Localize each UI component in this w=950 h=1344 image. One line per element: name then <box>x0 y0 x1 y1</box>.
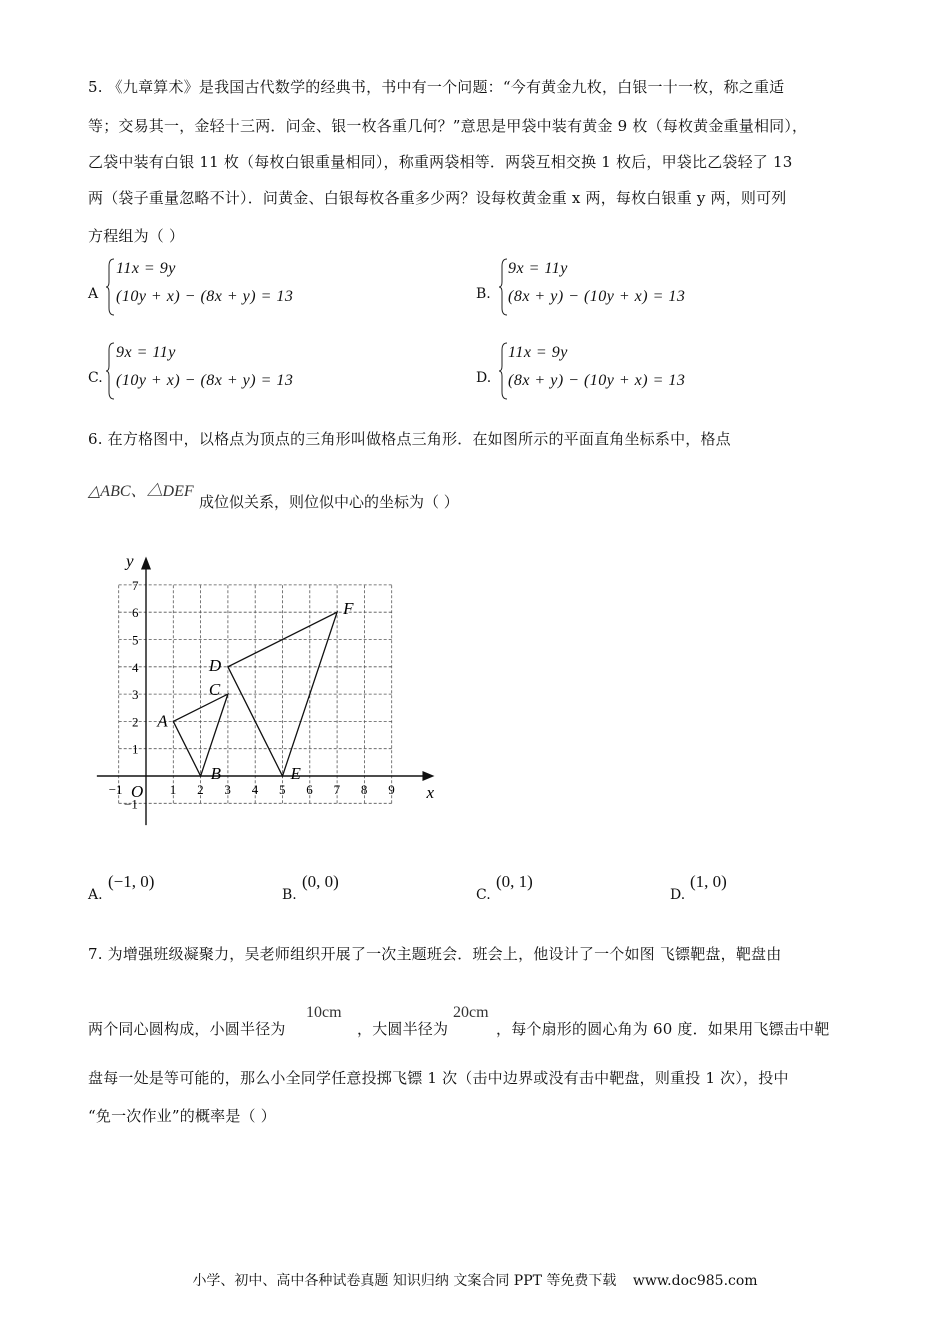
point-label-d: D <box>208 655 222 675</box>
q6-line-1: 6. 在方格图中，以格点为顶点的三角形叫做格点三角形．在如图所示的平面直角坐标系中，格点 <box>88 430 731 448</box>
q7-line-2b: ，大圆半径为 <box>357 1020 449 1038</box>
x-tick-label: 6 <box>306 782 313 797</box>
equation-2: (10y + x) − (8x + y) = 13 <box>116 372 294 389</box>
option-value: (0, 1) <box>496 872 533 891</box>
y-axis-label: y <box>126 551 134 571</box>
x-axis-arrow <box>422 771 434 781</box>
point-label-f: F <box>343 599 354 619</box>
option-value: (1, 0) <box>690 872 727 891</box>
small-radius: 10cm <box>306 1004 342 1021</box>
equation-2: (10y + x) − (8x + y) = 13 <box>116 288 294 305</box>
option-label: C. <box>476 887 491 903</box>
q7-line-2a: 两个同心圆构成，小圆半径为 <box>88 1020 286 1038</box>
origin-label: O <box>131 782 144 801</box>
q6-triangles: △ABC、△DEF <box>88 483 194 500</box>
brace-icon <box>105 258 115 316</box>
q7-line-1: 7. 为增强班级凝聚力，吴老师组织开展了一次主题班会．班会上，他设计了一个如图 飞镖靶盘，靶盘由 <box>88 945 782 963</box>
y-tick-label: 4 <box>132 659 139 675</box>
q5-option-d[interactable] <box>476 342 776 402</box>
footer-text: 小学、初中、高中各种试卷真题 知识归纳 文案合同 PPT 等免费下载 <box>192 1273 617 1289</box>
equation-1: 9x = 11y <box>508 260 568 277</box>
q5-option-b[interactable] <box>476 258 776 318</box>
x-axis-label: x <box>426 783 435 802</box>
x-tick-label: 8 <box>360 782 368 797</box>
equation-2: (8x + y) − (10y + x) = 13 <box>508 288 686 305</box>
option-label: D. <box>670 887 686 903</box>
x-tick-label: 1 <box>169 782 177 797</box>
point-label-e: E <box>290 764 301 783</box>
q7-line-2c: ，每个扇形的圆心角为 60 度．如果用飞镖击中靶 <box>496 1020 830 1038</box>
q5-line-5: 方程组为（ ） <box>88 227 185 245</box>
option-label: D. <box>476 370 492 386</box>
x-tick-label: 9 <box>388 782 395 797</box>
x-tick-label: 3 <box>224 782 231 797</box>
q6-line-2: 成位似关系，则位似中心的坐标为（ ） <box>199 493 459 511</box>
q5-line-1: 5. 《九章算术》是我国古代数学的经典书，书中有一个问题：“今有黄金九枚，白银一十一枚，称之重适 <box>88 78 785 96</box>
option-label: A. <box>88 887 103 903</box>
y-tick-label: 6 <box>132 605 139 621</box>
equation-1: 11x = 9y <box>116 260 176 277</box>
equation-1: 11x = 9y <box>508 344 568 361</box>
option-label: A <box>88 286 99 302</box>
x-tick-label: −1 <box>108 782 123 797</box>
equation-1: 9x = 11y <box>116 344 176 361</box>
y-tick-label: −1 <box>124 796 138 812</box>
point-label-c: C <box>208 680 221 700</box>
y-tick-label: 2 <box>132 714 139 730</box>
point-label-a: A <box>157 711 168 731</box>
q5-line-4: 两（袋子重量忽略不计）．问黄金、白银每枚各重多少两？设每枚黄金重 x 两，每枚白银重 y 两，则可列 <box>88 189 787 207</box>
brace-icon <box>498 342 508 400</box>
q5-line-3: 乙袋中装有白银 11 枚（每枚白银重量相同），称重两袋相等．两袋互相交换 1 枚后，甲袋比乙袋轻了 13 <box>88 153 793 171</box>
y-tick-label: 1 <box>132 741 139 757</box>
brace-icon <box>498 258 508 316</box>
page-footer <box>0 1270 950 1290</box>
x-tick-label: 5 <box>279 782 286 797</box>
q5-line-2: 等；交易其一，金轻十三两．问金、银一枚各重几何？”意思是甲袋中装有黄金 9 枚（每枚黄金重量相同）， <box>88 117 808 135</box>
q7-line-3: 盘每一处是等可能的，那么小全同学任意投掷飞镖 1 次（击中边界或没有击中靶盘，则重投 1 次），投中 <box>88 1069 789 1087</box>
option-value: (−1, 0) <box>108 872 155 891</box>
big-radius: 20cm <box>453 1004 489 1021</box>
y-tick-label: 5 <box>132 632 139 648</box>
option-label: B. <box>476 286 491 302</box>
x-tick-label: 2 <box>197 782 204 797</box>
equation-2: (8x + y) − (10y + x) = 13 <box>508 372 686 389</box>
y-tick-label: 3 <box>132 687 139 703</box>
y-axis-arrow <box>141 557 151 570</box>
y-tick-label: 7 <box>132 577 139 593</box>
brace-icon <box>105 342 115 400</box>
option-label: C. <box>88 370 103 386</box>
option-label: B. <box>282 887 297 903</box>
x-tick-label: 4 <box>251 782 259 797</box>
footer-url[interactable]: www.doc985.com <box>632 1273 758 1289</box>
x-tick-label: 7 <box>333 782 341 797</box>
point-label-b: B <box>210 764 221 783</box>
axes <box>97 552 435 826</box>
option-value: (0, 0) <box>302 872 339 891</box>
q5-option-a[interactable] <box>88 258 388 318</box>
q7-line-4: “免一次作业”的概率是（ ） <box>88 1107 276 1125</box>
coordinate-graph <box>90 550 435 830</box>
q5-option-c[interactable] <box>88 342 388 402</box>
